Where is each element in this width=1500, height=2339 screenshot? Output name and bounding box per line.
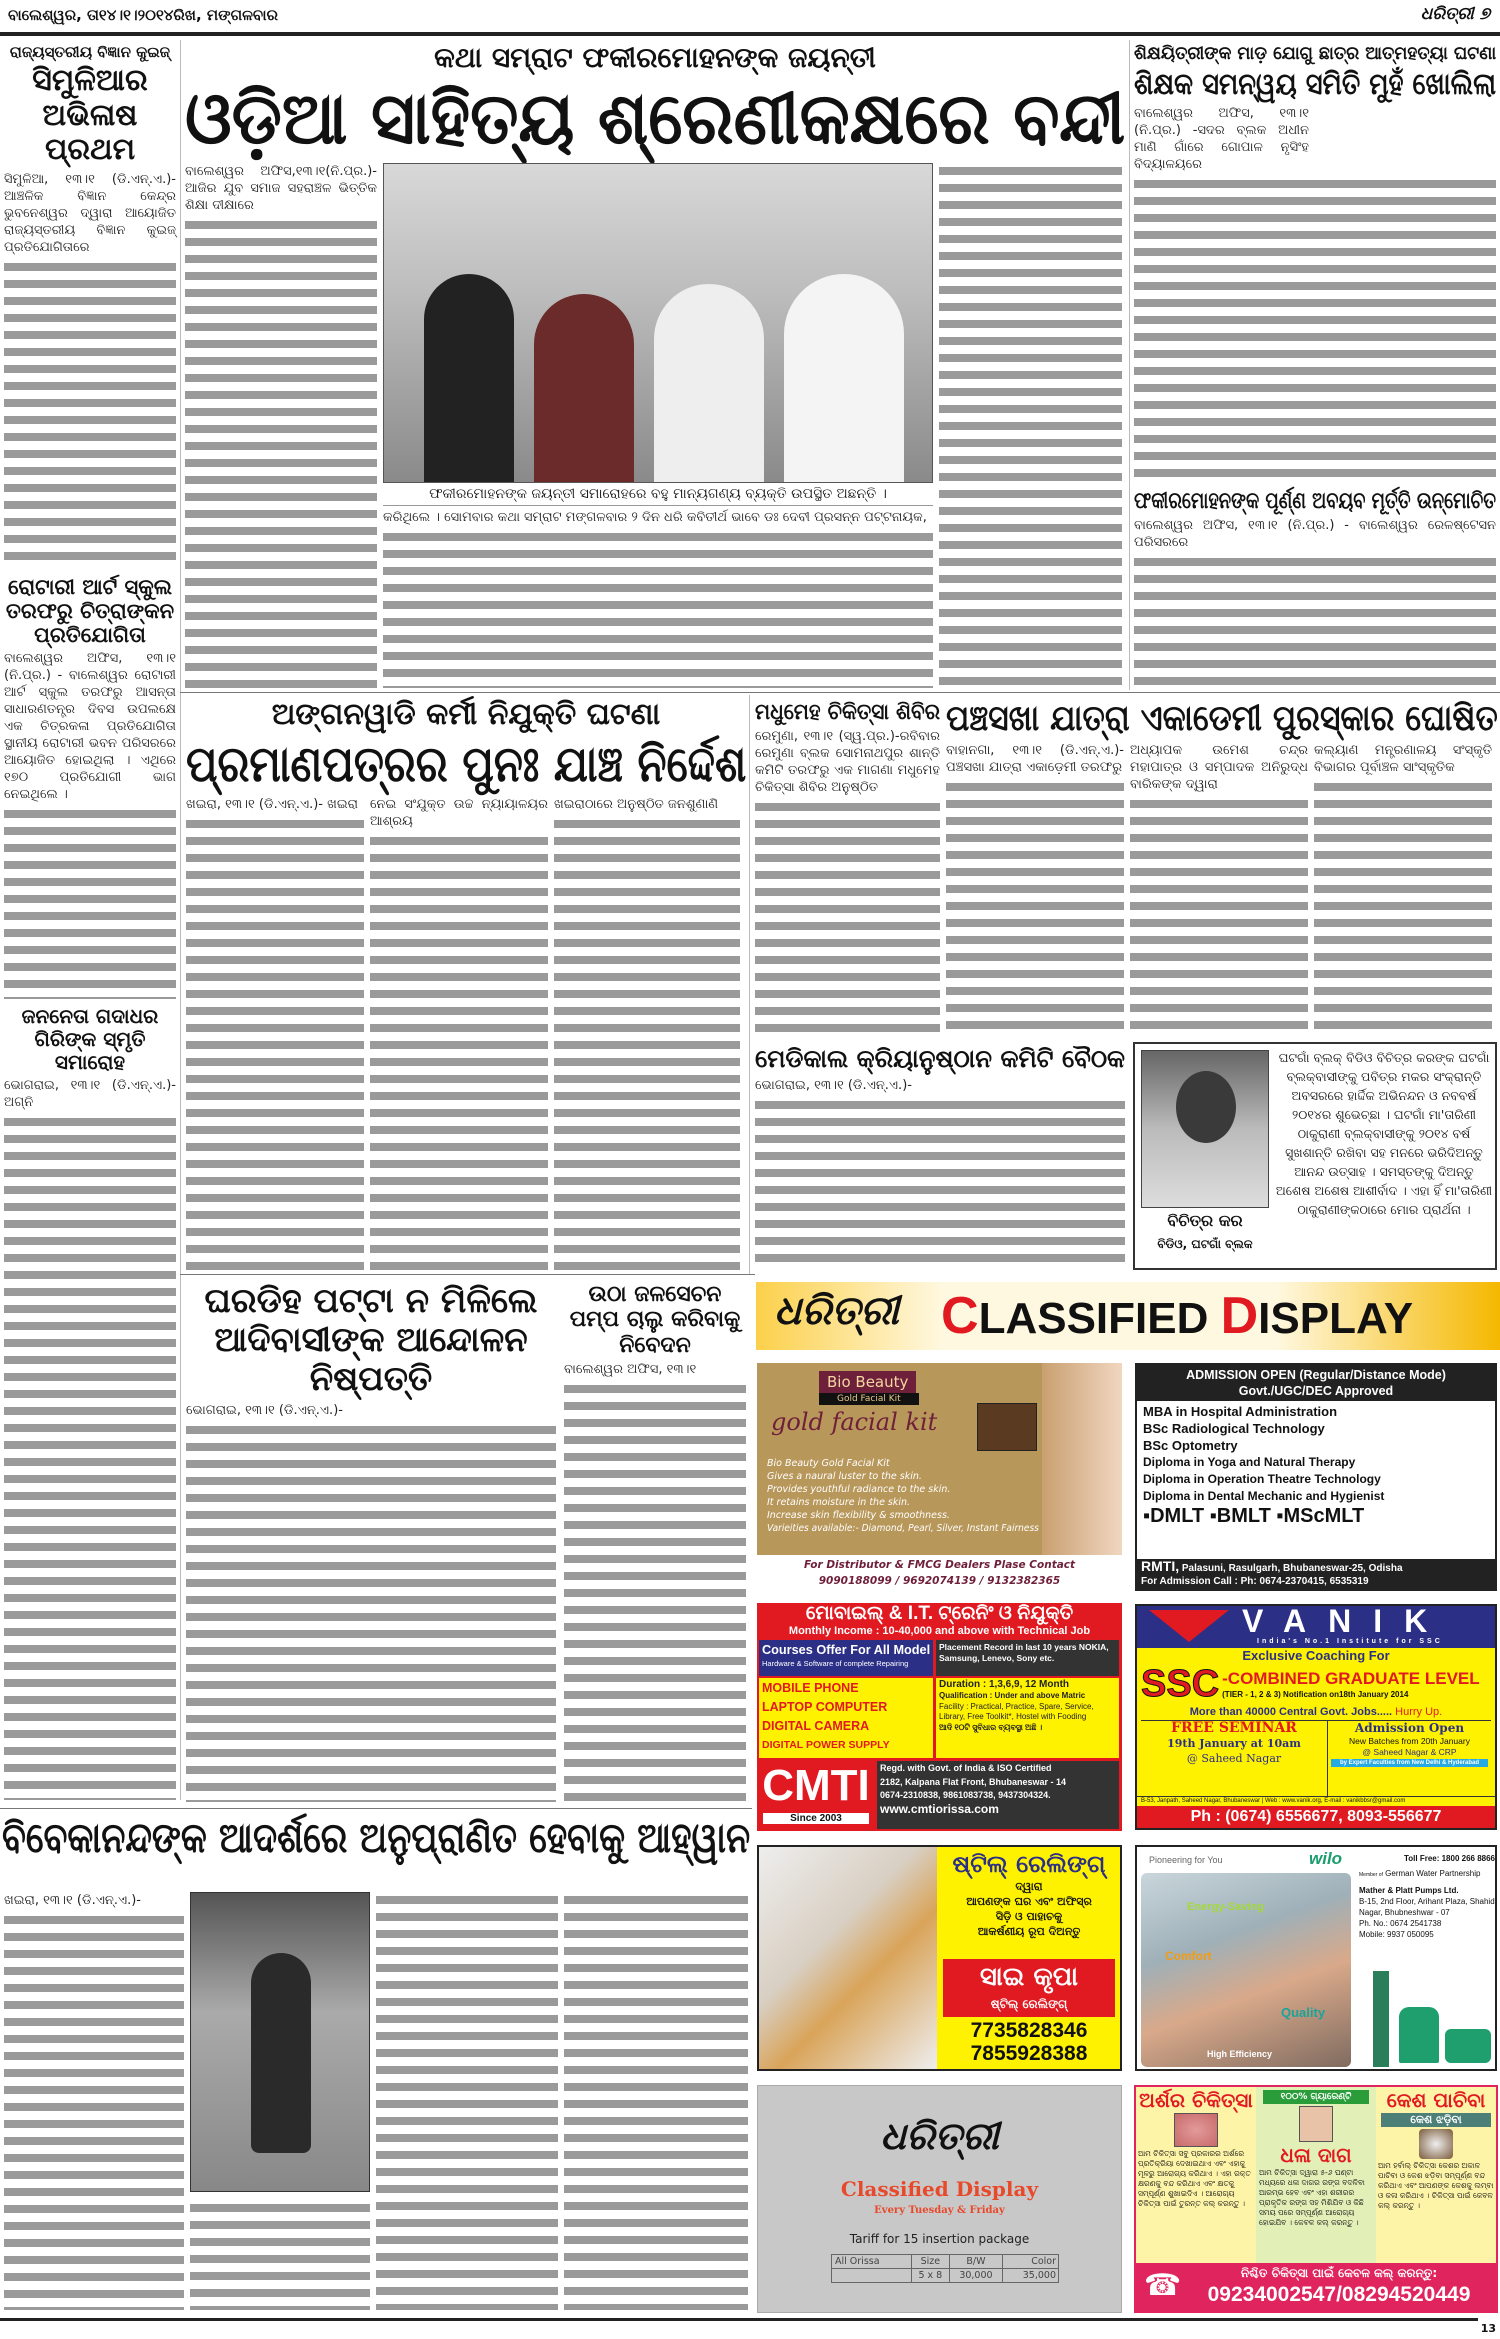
story-lead: ସିମୁଳିଆ, ୧୩।୧ (ଡି.ଏନ୍.ଏ.)- ଆଞ୍ଚଳିକ ବିଜ୍ଞାନ କେନ୍ଦ୍ର ଭୁବନେଶ୍ୱର ଦ୍ୱାରା ଆୟୋଜିତ ରାଜ୍ୟସ୍ତରୀୟ ବିଜ୍ଞାନ କୁଇଜ୍ ପ୍ରତିଯୋଗିତାରେ <box>4 171 176 255</box>
vanik-v-icon <box>1149 1610 1229 1642</box>
story-body <box>376 1892 558 2310</box>
ssc: SSC <box>1141 1663 1220 1705</box>
ad-point: It retains moisture in the skin. <box>767 1497 911 1508</box>
title-letter: C <box>941 1287 979 1345</box>
brand-sub: ଷ୍ଟିଲ୍ ରେଲିଙ୍ଗ୍ <box>990 1997 1068 2011</box>
story-text: ଅଧ୍ୟାପକ ଉମେଶ ଚନ୍ଦ୍ର ମହାପାତ୍ର ଓ ସମ୍ପାଦକ ଅନିରୁଦ୍ଧ ବାରିକଙ୍କ ଦ୍ୱାରା <box>1130 743 1308 793</box>
phones: 0674-2310838, 9861083738, 9437304324. <box>880 1790 1051 1800</box>
vitiligo-panel <box>1256 2087 1376 2263</box>
person-name: ବିଚିତ୍ର କର <box>1167 1211 1243 1230</box>
course-item: BSc Radiological Technology <box>1143 1421 1325 1436</box>
call-label: ନିଶ୍ଚିତ ଚିକିତ୍ସା ପାଇଁ କେବଳ କଲ୍ କରନ୍ତୁ: <box>1240 2266 1438 2280</box>
ad-vanik[interactable] <box>1135 1604 1497 1830</box>
hair-panel <box>1376 2087 1496 2263</box>
story-text: ଖଇରାଠାରେ ଅନୁଷ୍ଠିତ ଜନଶୁଣାଣି <box>554 797 719 812</box>
story-headline: ଜନନେତା ଗଦାଧର ଗିରିଙ୍କ ସ୍ମୃତି ସମାରୋହ <box>21 1004 159 1074</box>
institute-address: Palasuni, Rasulgarh, Bhubaneswar-25, Odisha <box>1181 1563 1403 1574</box>
piles-panel <box>1136 2087 1256 2263</box>
clinic-phones[interactable]: 09234002547/08294520449 <box>1207 2283 1471 2306</box>
cmti-contact <box>877 1761 1119 1829</box>
script-title: gold facial kit <box>771 1408 938 1436</box>
story-body <box>564 1381 746 1802</box>
story-lead: ଭୋଗରାଇ, ୧୩।୧ (ଡି.ଏନ୍.ଏ.)- <box>755 1077 912 1093</box>
piles-text: ଆମ ଚିକିତ୍ସା ସବୁ ପ୍ରକାରର ଅର୍ଶରେ ପ୍ରତିକ୍ରିୟା ଦେଖାଇଥାଏ ଏବଂ ଏହାକୁ ମୂଳରୁ ଆରୋଗ୍ୟ କରିଥାଏ । ଏହା ରକ୍ତ କ୍ଷରଣକୁ ବନ୍ଦ କରିଥାଏ ଏବଂ କ୍ଷତକୁ ସମ୍ପୂର୍ଣ୍ଣ ଶୁଖାଇଦିଏ । ଆରୋଗ୍ୟ ଚିକିତ୍ସା ପାଇଁ ତୁରନ୍ତ କଲ୍ କରନ୍ତୁ । <box>1138 2149 1251 2208</box>
anganwadi-kicker: ଅଙ୍ଗନୱାଡି କର୍ମୀ ନିଯୁକ୍ତି ଘଟଣା <box>271 697 661 732</box>
ad-header <box>1137 1365 1495 1401</box>
story-body <box>755 799 940 1038</box>
lead-body-row <box>185 163 1125 688</box>
story-headline: ମେଡିକାଲ କ୍ରିୟାନୁଷ୍ଠାନ କମିଟି ବୈଠକ <box>755 1044 1126 1073</box>
feature: Comfort <box>1165 1949 1212 1963</box>
clinic-columns <box>1136 2087 1496 2263</box>
hair-text: ଆମ ହର୍ବାଲ୍ ଚିକିତ୍ସା କେଶର ଅକାଳ ପାଚିବା ଓ କେଶ ଝଡ଼ିବା ସମ୍ପୂର୍ଣ୍ଣ ବନ୍ଦ କରିଥାଏ ଏବଂ ଆପଣଙ୍କ କେଶକୁ ଲମ୍ବା ଓ କଳା କରିଥାଏ । ଚିକିତ୍ସା ପାଇଁ କେବଳ କଲ୍ କରନ୍ତୁ । <box>1378 2161 1494 2210</box>
vanik-logo: VANIK <box>1242 1604 1450 1639</box>
seminar-row <box>1141 1720 1491 1796</box>
admission: Admission Open <box>1354 1721 1465 1735</box>
story-body <box>1314 779 1492 1038</box>
tariff-days: Every Tuesday & Friday <box>874 2205 1005 2216</box>
story-lead: ଭୋଗରାଇ, ୧୩।୧ (ଡି.ଏନ୍.ଏ.)-ଅଗ୍ନି <box>4 1078 176 1110</box>
lead-text: ବାଲେଶ୍ୱର ଅଫିସ,୧୩।୧(ନି.ପ୍ର.)- ଆଜିର ଯୁବ ସମାଜ ସହରାଞ୍ଚଳ ଭିତ୍ତିକ ଶିକ୍ଷା ଦୀକ୍ଷାରେ <box>185 163 377 213</box>
story-body <box>1134 554 1496 688</box>
table-row <box>832 2269 1059 2283</box>
footer-rule <box>0 2318 1478 2321</box>
story-lead: ଭୋଗରାଇ, ୧୩।୧ (ଡି.ଏନ୍.ଏ.)- <box>186 1403 343 1419</box>
story-quiz <box>4 44 176 569</box>
table-cell <box>832 2269 912 2283</box>
story-diabetes <box>755 700 940 1038</box>
guarantee-badge: ୧୦୦% ଗ୍ୟାରେଣ୍ଟି <box>1263 2090 1369 2104</box>
title-letter: D <box>1220 1287 1259 1345</box>
brand-label: Bio Beauty <box>819 1371 916 1393</box>
panchasakha-headline: ପଞ୍ଚସଖା ଯାତ୍ରା ଏକାଡେମୀ ପୁରସ୍କାର ଘୋଷିତ <box>946 698 1498 739</box>
lead-kicker: କଥା ସମ୍ରାଟ ଫକୀରମୋହନଙ୍କ ଜୟନ୍ତୀ <box>434 41 876 74</box>
story-headline: ଫକୀରମୋହନଙ୍କ ପୂର୍ଣ୍ଣ ଅବୟବ ମୂର୍ତ୍ତି ଉନ୍ମୋଚିତ <box>1134 488 1497 514</box>
course-list <box>1137 1401 1495 1559</box>
section-rule <box>0 1808 752 1809</box>
tariff-package: Tariff for 15 insertion package <box>849 2232 1030 2246</box>
table-header: All Orissa <box>832 2255 912 2269</box>
duration: Duration : 1,3,6,9, 12 Month <box>939 1679 1070 1690</box>
story-body <box>186 1422 556 1802</box>
person-designation: ବିଡିଓ, ଘଟଗାଁ ବ୍ଲକ <box>1157 1237 1253 1251</box>
phone: Ph. No.: 0674 2541738 <box>1359 1919 1442 1928</box>
cgl: -COMBINED GRADUATE LEVEL <box>1222 1668 1480 1688</box>
table-cell: 30,000 <box>949 2269 1002 2283</box>
lead-body <box>939 163 1122 688</box>
anganwadi-col-3 <box>554 796 740 1270</box>
ad-copy-title: Bio Beauty Gold Facial Kit <box>767 1458 890 1469</box>
hair-image <box>1419 2129 1453 2159</box>
jobs <box>1137 1705 1495 1719</box>
story-body <box>564 1892 748 2310</box>
pump-image <box>1373 1971 1389 2067</box>
contact-phones: 9090188099 / 9692074139 / 9132382365 <box>818 1575 1061 1587</box>
caption-rule <box>383 505 933 506</box>
hair-title: କେଶ ପାଚିବା <box>1386 2088 1486 2112</box>
product-box-image <box>977 1403 1037 1451</box>
piles-image <box>1174 2113 1218 2147</box>
story-kicker: ରାଜ୍ୟସ୍ତରୀୟ ବିଜ୍ଞାନ କୁଇଜ୍ <box>9 43 171 61</box>
photo-figure <box>424 274 514 483</box>
lead-photo <box>383 163 933 483</box>
face-image <box>1299 2106 1333 2142</box>
vanik-phone: Ph : (0674) 6556677, 8093-556677 <box>1137 1806 1495 1828</box>
story-lead: ବାହାନଗା, ୧୩।୧ (ଡି.ଏନ୍.ଏ.)- ପଞ୍ଚସଖା ଯାତ୍ରା ଏକାଡ଼େମୀ ତରଫରୁ <box>946 743 1124 776</box>
brand-box <box>943 1959 1115 2017</box>
section-rule <box>180 692 1500 693</box>
story-body <box>1134 176 1496 482</box>
course-item: Diploma in Operation Theatre Technology <box>1143 1472 1381 1486</box>
ad-bio-beauty[interactable] <box>757 1363 1122 1591</box>
ad-dharitri-tariff[interactable] <box>757 2085 1122 2313</box>
story-lead: ବାଲେଶ୍ୱର ଅଫିସ, ୧୩।୧ (ନି.ପ୍ର.) - ବାଲେଶ୍ୱର ରେଳଷ୍ଟେସନ ପରିସରରେ <box>1134 518 1496 551</box>
course-item: MBA in Hospital Administration <box>1143 1404 1338 1419</box>
railing-line: ଆକର୍ଷଣୀୟ ରୂପ ଦିଅନ୍ତୁ <box>977 1925 1081 1938</box>
table-header: Size <box>911 2255 949 2269</box>
ad-title: ମୋବାଇଲ୍ & I.T. ଟ୍ରେନିଂ ଓ ନିଯୁକ୍ତି <box>805 1603 1074 1624</box>
anganwadi-col-1 <box>186 796 364 1270</box>
device-list <box>759 1678 933 1758</box>
feature: Energy-Saving <box>1187 1901 1265 1913</box>
course-short: ▪DMLT ▪BMLT ▪MScMLT <box>1143 1505 1365 1527</box>
header-rule <box>0 32 1500 36</box>
railing-line: ଦ୍ୱାରା <box>1015 1880 1043 1893</box>
vivekananda-headline: ବିବେକାନନ୍ଦଙ୍କ ଆଦର୍ଶରେ ଅନୁପ୍ରାଣିତ ହେବାକୁ ଆହ୍ୱାନ <box>2 1813 751 1862</box>
railing-line: ସିଡ଼ି ଓ ପାହାଚକୁ <box>995 1910 1063 1923</box>
story-body <box>554 816 740 1270</box>
shower-image <box>1141 1873 1351 2067</box>
lead-col-left <box>185 163 377 688</box>
dharitri-logo: ଧରିତ୍ରୀ <box>880 2114 999 2158</box>
anganwadi-columns <box>186 796 746 1270</box>
story-body <box>4 1912 184 2310</box>
classified-title <box>941 1286 1491 1346</box>
ad-steel-railing[interactable] <box>757 1845 1122 2071</box>
story-tribal <box>186 1282 556 1802</box>
story-statue <box>1134 488 1496 688</box>
page-number: 13 <box>1480 2322 1496 2335</box>
photo-figure <box>654 284 764 483</box>
story-lead: ରେମୁଣା, ୧୩।୧ (ସ୍ୱ.ପ୍ର.)-ରବିବାର ରେମୁଣା ବ୍ଲକ ସୋମନାଥପୁର ଶାନ୍ତି କମିଟି ତରଫରୁ ଏକ ମାଗଣା ମଧୁମେହ ଚିକିତ୍ସା ଶିବିର ଅନୁଷ୍ଠିତ <box>755 729 940 796</box>
story-lead: ଖଇରା, ୧୩।୧ (ଡି.ଏନ୍.ଏ.)- <box>4 1893 141 1908</box>
cmti-logo: CMTI <box>762 1761 870 1810</box>
story-text: କଲ୍ୟାଣ ମନ୍ତ୍ରଣାଳୟ ସଂସ୍କୃତି ବିଭାଗର ପୂର୍ବାଞ୍ଚଳ ସାଂସ୍କୃତିକ <box>1314 743 1492 776</box>
photo-head <box>1176 1071 1236 1143</box>
story-body <box>186 816 364 1270</box>
phone: 7735828346 <box>970 2019 1088 2042</box>
tier: (TIER - 1, 2 & 3) Notification on18th January 2014 <box>1222 1689 1409 1699</box>
seminar-box <box>1141 1721 1327 1796</box>
story-medical <box>755 1045 1125 1270</box>
courses-title: Courses Offer For All Model <box>762 1642 931 1657</box>
lead-body <box>383 529 933 688</box>
courses-sub: Hardware & Software of complete Repairing <box>762 1659 909 1668</box>
column-divider <box>749 695 750 1275</box>
piles-title: ଅର୍ଶର ଚିକିତ୍ସା <box>1139 2088 1253 2112</box>
story-body <box>4 806 176 999</box>
vanik-tagline: India's No.1 Institute for SSC <box>1257 1638 1443 1645</box>
ad-wilo[interactable] <box>1135 1845 1497 2071</box>
story-giri <box>4 1005 176 1800</box>
brand-name: ସାଇ କୃପା <box>979 1962 1079 1992</box>
column-divider <box>180 40 181 1800</box>
vitiligo-title: ଧଳା ଦାଗ <box>1280 2143 1352 2167</box>
story-body <box>946 779 1124 1038</box>
story-lead: ବାଲେଶ୍ୱର ଅଫିସ, ୧୩।୧ <box>564 1361 697 1377</box>
website[interactable]: www.cmtiorissa.com <box>880 1801 999 1816</box>
classified-brand-logo: ଧରିତ୍ରୀ <box>774 1288 899 1334</box>
course-details <box>936 1678 1119 1758</box>
story-headline: ଶିକ୍ଷକ ସମନ୍ୱୟ ସମିତି ମୁହଁ ଖୋଲିଲା <box>1134 66 1496 102</box>
story-body <box>1130 796 1308 1038</box>
courses-box <box>759 1640 933 1676</box>
photo-caption: ଫକୀରମୋହନଙ୍କ ଜୟନ୍ତୀ ସମାରୋହରେ ବହୁ ମାନ୍ୟଗଣ୍ୟ ବ୍ୟକ୍ତି ଉପସ୍ଥିତ ଅଛନ୍ତି । <box>429 485 887 502</box>
mobile: Mobile: 9937 050095 <box>1359 1930 1434 1939</box>
seminar-place: @ Saheed Nagar <box>1186 1752 1282 1765</box>
ad-point: Gives a naural luster to the skin. <box>767 1471 922 1482</box>
batch-place: @ Saheed Nagar & CRP <box>1362 1747 1457 1757</box>
story-lead: ବାଲେଶ୍ୱର ଅଫିସ, ୧୩।୧ (ନି.ପ୍ର.) -ସଦର ବ୍ଲକ ଅଧୀନ ମାଣି ଗାଁରେ ଗୋପାଳ ନୃସିଂହ ବିଦ୍ୟାଳୟରେ <box>1134 106 1309 173</box>
lead-story <box>185 42 1125 688</box>
address: B-15, 2nd Floor, Arihant Plaza, Shahid Nagar, Bhubneshwar - 07 <box>1359 1897 1495 1917</box>
story-lead: ବାଲେଶ୍ୱର ଅଫିସ, ୧୩।୧ (ନି.ପ୍ର.) - ବାଲେଶ୍ୱର ରୋଟାରୀ ଆର୍ଟ ସ୍କୁଲ ତରଫରୁ ଆସନ୍ତା ସାଧାରଣତନ୍ତ୍ର ଦିବସ ଉପଲକ୍ଷେ ଏକ ଚିତ୍ରକଳା ପ୍ରତିଯୋଗିତା ସ୍ଥାନୀୟ ରୋଟାରୀ ଭବନ ପରିସରରେ ଆୟୋଜିତ ହୋଇଥିଲା । ଏଥିରେ ୧୭୦ ପ୍ରତିଯୋଗୀ ଭାଗ ନେଇଥିଲେ । <box>4 651 176 803</box>
paper-page-label: ଧରିତ୍ରୀ ୭ <box>1420 4 1490 24</box>
feature: Quality <box>1281 2005 1326 2020</box>
institute-name: RMTI, <box>1141 1558 1180 1574</box>
pioneer: Pioneering for You <box>1149 1855 1223 1865</box>
approval: Govt./UGC/DEC Approved <box>1238 1384 1394 1398</box>
photo-figure <box>534 294 634 483</box>
section-rule <box>180 1274 755 1275</box>
greeting-message: ଘଟଗାଁ ବ୍ଲକ୍ ବିଡିଓ ବିଚିତ୍ର କରଙ୍କ ଘଟଗାଁ ବ୍ଲକ୍‌ବାସୀଙ୍କୁ ପବିତ୍ର ମକର ସଂକ୍ରାନ୍ତି ଅବସରରେ ହାର୍ଦ୍ଦିକ ଅଭିନନ୍ଦନ ଓ ନବବର୍ଷ ୨୦୧୪ର ଶୁଭେଚ୍ଛା । ଘଟଗାଁ ମା'ତାରିଣୀ ଠାକୁରାଣୀ ବ୍ଲକ୍‌ବାସୀଙ୍କୁ ୨୦୧୪ ବର୍ଷ ସୁଖଶାନ୍ତି ରଖିବା ସହ ମନରେ ଭରିଦିଅନ୍ତୁ ଆନନ୍ଦ ଉତ୍ସାହ । ସମସ୍ତଙ୍କୁ ଦିଅନ୍ତୁ ଅଶେଷ ଅଶେଷ ଆଶୀର୍ବାଦ । ଏହା ହିଁ ମା'ତାରିଣୀ ଠାକୁରାଣୀଙ୍କଠାରେ ମୋର ପ୍ରାର୍ଥନା । <box>1275 1050 1493 1217</box>
story-panchasakha <box>946 698 1498 1038</box>
clinic-call-bar <box>1136 2263 1496 2311</box>
story-lead: ଖଇରା, ୧୩।୧ (ଡି.ଏନ୍.ଏ.)- ଖଇରା <box>186 797 358 812</box>
table-header: B/W <box>949 2255 1002 2269</box>
address: 2182, Kalpana Flat Front, Bhubaneswar - 14 <box>880 1776 1067 1787</box>
member-of: Member of <box>1359 1872 1383 1878</box>
vitiligo-text: ଆମ ଚିକିତ୍ସା ଦ୍ୱାରା ୫-୬ ଘଣ୍ଟା ମଧ୍ୟରେ ଧଳା ଦାଗର ରଙ୍ଗ ବଦଳିବା ଆରମ୍ଭ ହେବ ଏବଂ ଏହା ଶରୀରର ପ୍ରାକୃତିକ ରଙ୍ଗ ସହ ମିଶିଯିବ ଓ କିଛି ସମୟ ପରେ ସମ୍ପୂର୍ଣ୍ଣ ଆରୋଗ୍ୟ ହୋଇଯିବ । କେବଳ କଲ୍ କରନ୍ତୁ । <box>1259 2168 1365 2227</box>
contact-label: For Distributor & FMCG Dealers Plase Contact <box>803 1559 1076 1571</box>
ad-contact <box>757 1555 1122 1591</box>
tollfree: Toll Free: 1800 266 8866 <box>1403 1854 1495 1863</box>
wilo-logo: wilo <box>1309 1849 1343 1868</box>
story-body <box>4 1114 176 1800</box>
story-headline: ସିମୁଳିଆର ଅଭିଳାଷ ପ୍ରଥମ <box>32 63 148 168</box>
ssc-row <box>1137 1663 1495 1705</box>
admission-phone: For Admission Call : Ph: 0674-2370415, 6535319 <box>1141 1576 1369 1587</box>
story-anganwadi <box>186 698 746 1270</box>
story-pump <box>564 1282 746 1802</box>
story-text: ନେଇ ସଂଯୁକ୍ତ ଉଚ୍ଚ ନ୍ୟାୟାଳୟର ଆଶ୍ରୟ <box>370 797 548 829</box>
pump-image <box>1445 2029 1491 2063</box>
course-item: Diploma in Dental Mechanic and Hygienist <box>1143 1489 1385 1503</box>
batches: New Batches from 20th January <box>1349 1736 1470 1746</box>
facility: Facility : Practical, Practice, Spare, Service, Library, Free Toolkit*, Hostel with Fooding <box>939 1701 1094 1721</box>
story-kicker: ଶିକ୍ଷୟିତ୍ରୀଙ୍କ ମାଡ଼ ଯୋଗୁ ଛାତ୍ର ଆତ୍ମହତ୍ୟା ଘଟଣା <box>1134 43 1497 64</box>
panchasakha-col-1 <box>946 742 1124 1038</box>
railing-line: ଆପଣଙ୍କ ଘର ଏବଂ ଅଫିସ୍‌ର <box>966 1895 1092 1908</box>
person-photo <box>1141 1050 1269 1208</box>
admission-open: ADMISSION OPEN (Regular/Distance Mode) <box>1186 1368 1446 1382</box>
ad-varieties: Varieities available:- Diamond, Pearl, Silver, Instant Fairness <box>767 1523 1039 1534</box>
photo-figure <box>251 1953 311 2153</box>
jobs-text: More than 40000 Central Govt. Jobs..... <box>1189 1706 1393 1718</box>
exclusive: Exclusive Coaching For <box>1242 1648 1390 1663</box>
story-body <box>190 2200 370 2310</box>
ad-clinic[interactable] <box>1134 2085 1498 2313</box>
story-body <box>4 259 176 569</box>
classified-header <box>756 1282 1500 1350</box>
story-body <box>755 1097 1125 1270</box>
vanik-banner <box>1137 1606 1495 1648</box>
story-body <box>370 833 548 1270</box>
model-face-image <box>1042 1363 1122 1555</box>
phone: 7855928388 <box>970 2042 1088 2065</box>
course-item: BSc Optometry <box>1143 1438 1238 1453</box>
brand-sub: Gold Facial Kit <box>819 1393 919 1405</box>
panchasakha-col-2 <box>1130 742 1308 1038</box>
story-headline: ରୋଟାରୀ ଆର୍ଟ ସ୍କୁଲ ତରଫରୁ ଚିତ୍ରାଙ୍କନ ପ୍ରତିଯୋଗିତା <box>5 575 175 648</box>
vivekananda-col-1 <box>4 1892 184 2310</box>
story-headline: ମଧୁମେହ ଚିକିତ୍ସା ଶିବିର <box>755 700 940 725</box>
title-part: ISPLAY <box>1258 1294 1414 1343</box>
device-item: DIGITAL POWER SUPPLY <box>762 1739 890 1751</box>
ad-point: Provides youthful radiance to the skin. <box>767 1484 951 1495</box>
anganwadi-col-2 <box>370 796 548 1270</box>
lead-headline: ଓଡ଼ିଆ ସାହିତ୍ୟ ଶ୍ରେଣୀକକ୍ଷରେ ବନ୍ଦୀ <box>185 76 1126 161</box>
seminar: FREE SEMINAR <box>1171 1720 1297 1736</box>
ad-copy <box>767 1457 1039 1535</box>
title-part: LASSIFIED <box>978 1294 1221 1343</box>
facility-odia: ଆଦି ୧୦ଟି ସୁବିଧାର ବ୍ୟବସ୍ଥା ଅଛି । <box>939 1722 1043 1732</box>
vivekananda-photo <box>190 1892 370 2192</box>
photo-figure <box>784 274 904 483</box>
dateline: ବାଲେଶ୍ୱର, ତା୧୪।୧।୨୦୧୪ରିଖ, ମଙ୍ଗଳବାର <box>8 6 278 24</box>
table-cell: 35,000 <box>1002 2269 1058 2283</box>
story-rotary <box>4 575 176 999</box>
company: Mather & Platt Pumps Ltd. <box>1359 1886 1459 1895</box>
admission-box <box>1327 1721 1491 1796</box>
table-header: Color <box>1002 2255 1058 2269</box>
feature: High Efficiency <box>1207 2049 1273 2059</box>
device-item: DIGITAL CAMERA <box>762 1719 870 1733</box>
panchasakha-col-3 <box>1314 742 1492 1038</box>
telephone-icon: ☎ <box>1144 2268 1182 2303</box>
hair-sub: କେଶ ଝଡ଼ିବା <box>1381 2113 1491 2127</box>
qualification: Qualification : Under and above Matric <box>939 1691 1086 1700</box>
table-header-row <box>832 2255 1059 2269</box>
tariff-table <box>831 2254 1059 2283</box>
story-teacher <box>1134 44 1496 482</box>
staircase-image <box>759 1847 937 2069</box>
tariff-title: Classified Display <box>840 2177 1039 2201</box>
wilo-contact <box>1359 1853 1495 1940</box>
device-item: LAPTOP COMPUTER <box>762 1700 888 1714</box>
vanik-address: B-53, Janpath, Saheed Nagar, Bhubaneswar | Web : www.vanik.org, E-mail : vanikbbsr@gmail.com <box>1137 1796 1495 1806</box>
railing-copy <box>939 1849 1119 1939</box>
hurry: Hurry Up. <box>1395 1706 1443 1718</box>
ad-rmti[interactable] <box>1135 1363 1497 1591</box>
ad-point: Increase skin flexibility & smoothness. <box>767 1510 950 1521</box>
course-item: Diploma in Yoga and Natural Therapy <box>1143 1455 1356 1469</box>
anganwadi-headline: ପ୍ରମାଣପତ୍ରର ପୁନଃ ଯାଞ୍ଚ ନିର୍ଦ୍ଦେଶ <box>186 734 747 793</box>
greeting-box <box>1133 1042 1497 1270</box>
ad-cmti[interactable] <box>757 1603 1122 1831</box>
story-headline: ଘରଡିହ ପଟ୍ଟା ନ ମିଳିଲେ ଆଦିବାସୀଙ୍କ ଆନ୍ଦୋଳନ ନିଷ୍ପତ୍ତି <box>204 1281 538 1400</box>
faculty: by Expert Faculties from New Delhi & Hyderabad <box>1331 1759 1488 1767</box>
income: Monthly Income : 10-40,000 and above with Technical Job <box>788 1625 1091 1637</box>
column-divider <box>1129 40 1130 690</box>
gwp: German Water Partnership <box>1385 1869 1481 1878</box>
lead-col-right <box>939 163 1122 688</box>
railing-phones <box>939 2019 1119 2065</box>
registration: Regd. with Govt. of India & ISO Certified <box>880 1763 1052 1773</box>
lead-body <box>185 217 377 688</box>
device-item: MOBILE PHONE <box>762 1681 859 1695</box>
lead-text-continued: କରିଥିଲେ । ସୋମବାର କଥା ସମ୍ରାଟ ମଙ୍ଗଳବାର ୨ ଦିନ ଧରି କବିତୀର୍ଥ ଭାବେ ଡଃ ଦେବୀ ପ୍ରସନ୍ନ ପଟ୍ଟନାୟକ, <box>383 509 927 525</box>
placement-box: Placement Record in last 10 years NOKIA, Samsung, Lenevo, Sony etc. <box>936 1640 1119 1676</box>
seminar-date: 19th January at 10am <box>1167 1737 1301 1750</box>
railing-title: ଷ୍ଟିଲ୍ ରେଲିଙ୍ଗ୍ <box>952 1850 1106 1878</box>
since: Since 2003 <box>763 1813 869 1824</box>
panchasakha-columns <box>946 742 1498 1038</box>
ad-footer <box>1137 1559 1495 1589</box>
story-headline: ଉଠା ଜଳସେଚନ ପମ୍ପ ଚାଲୁ କରିବାକୁ ନିବେଦନ <box>569 1282 741 1358</box>
table-cell: 5 x 8 <box>911 2269 949 2283</box>
pump-image <box>1399 2007 1439 2063</box>
cgl-block <box>1222 1669 1491 1700</box>
lead-col-center <box>383 163 933 688</box>
